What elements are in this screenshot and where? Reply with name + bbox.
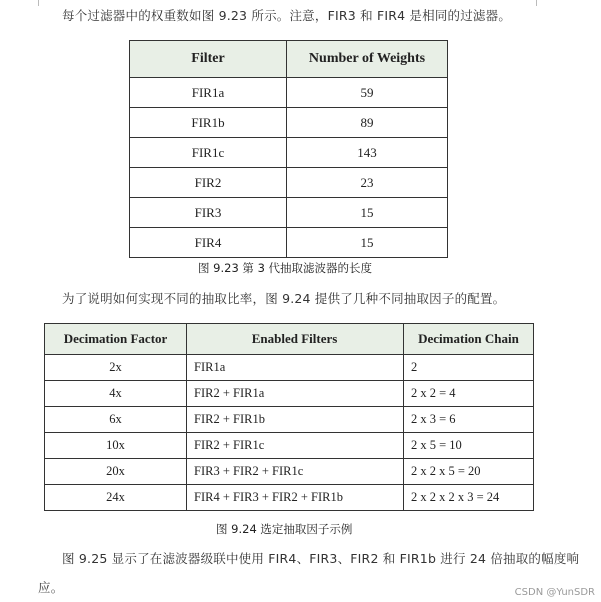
table-row <box>45 485 534 511</box>
page-edge-left <box>38 0 39 6</box>
weights-cell: 15 <box>287 198 448 228</box>
chain-cell: 2 <box>404 355 534 381</box>
decimation-table <box>44 323 534 511</box>
filters-cell: FIR2 + FIR1c <box>187 433 404 459</box>
csdn-watermark: CSDN @YunSDR <box>514 587 595 598</box>
table-row <box>130 168 448 198</box>
factor-cell: 6x <box>45 407 187 433</box>
chain-cell: 2 x 5 = 10 <box>404 433 534 459</box>
filters-cell: FIR2 + FIR1a <box>187 381 404 407</box>
filter-cell: FIR1b <box>130 108 287 138</box>
table-row <box>45 433 534 459</box>
response-paragraph-line1: 图 9.25 显示了在滤波器级联中使用 FIR4、FIR3、FIR2 和 FIR1b 进行 24 倍抽取的幅度响 <box>62 551 580 566</box>
weights-cell: 59 <box>287 78 448 108</box>
filter-cell: FIR1c <box>130 138 287 168</box>
filters-cell: FIR2 + FIR1b <box>187 407 404 433</box>
chain-cell: 2 x 3 = 6 <box>404 407 534 433</box>
filter-cell: FIR3 <box>130 198 287 228</box>
filters-cell: FIR4 + FIR3 + FIR2 + FIR1b <box>187 485 404 511</box>
weights-cell: 89 <box>287 108 448 138</box>
intro-paragraph: 每个过滤器中的权重数如图 9.23 所示。注意，FIR3 和 FIR4 是相同的过滤器。 <box>62 8 512 23</box>
table-header-row <box>45 324 534 355</box>
factor-cell: 24x <box>45 485 187 511</box>
column-header-decimation-factor: Decimation Factor <box>45 324 187 355</box>
chain-cell: 2 x 2 x 2 x 3 = 24 <box>404 485 534 511</box>
weights-table <box>129 40 448 258</box>
factor-cell: 2x <box>45 355 187 381</box>
weights-cell: 15 <box>287 228 448 258</box>
column-header-weights: Number of Weights <box>287 41 448 78</box>
filter-cell: FIR4 <box>130 228 287 258</box>
table-row <box>130 108 448 138</box>
column-header-decimation-chain: Decimation Chain <box>404 324 534 355</box>
table-row <box>45 355 534 381</box>
weights-cell: 23 <box>287 168 448 198</box>
chain-cell: 2 x 2 = 4 <box>404 381 534 407</box>
factor-cell: 4x <box>45 381 187 407</box>
table-row <box>45 459 534 485</box>
weights-cell: 143 <box>287 138 448 168</box>
factor-cell: 20x <box>45 459 187 485</box>
factor-cell: 10x <box>45 433 187 459</box>
page-edge-right <box>536 0 537 6</box>
chain-cell: 2 x 2 x 5 = 20 <box>404 459 534 485</box>
filters-cell: FIR1a <box>187 355 404 381</box>
table-row <box>130 78 448 108</box>
response-paragraph-line2: 应。 <box>38 580 64 595</box>
table-row <box>130 198 448 228</box>
filters-cell: FIR3 + FIR2 + FIR1c <box>187 459 404 485</box>
figure-caption-9-23: 图 9.23 第 3 代抽取滤波器的长度 <box>198 261 373 275</box>
table-header-row <box>130 41 448 78</box>
table-row <box>45 381 534 407</box>
filter-cell: FIR1a <box>130 78 287 108</box>
table-row <box>130 228 448 258</box>
table-row <box>45 407 534 433</box>
figure-caption-9-24: 图 9.24 选定抽取因子示例 <box>216 522 353 536</box>
table-row <box>130 138 448 168</box>
column-header-filter: Filter <box>130 41 287 78</box>
column-header-enabled-filters: Enabled Filters <box>187 324 404 355</box>
decimation-intro-paragraph: 为了说明如何实现不同的抽取比率，图 9.24 提供了几种不同抽取因子的配置。 <box>62 291 506 306</box>
filter-cell: FIR2 <box>130 168 287 198</box>
